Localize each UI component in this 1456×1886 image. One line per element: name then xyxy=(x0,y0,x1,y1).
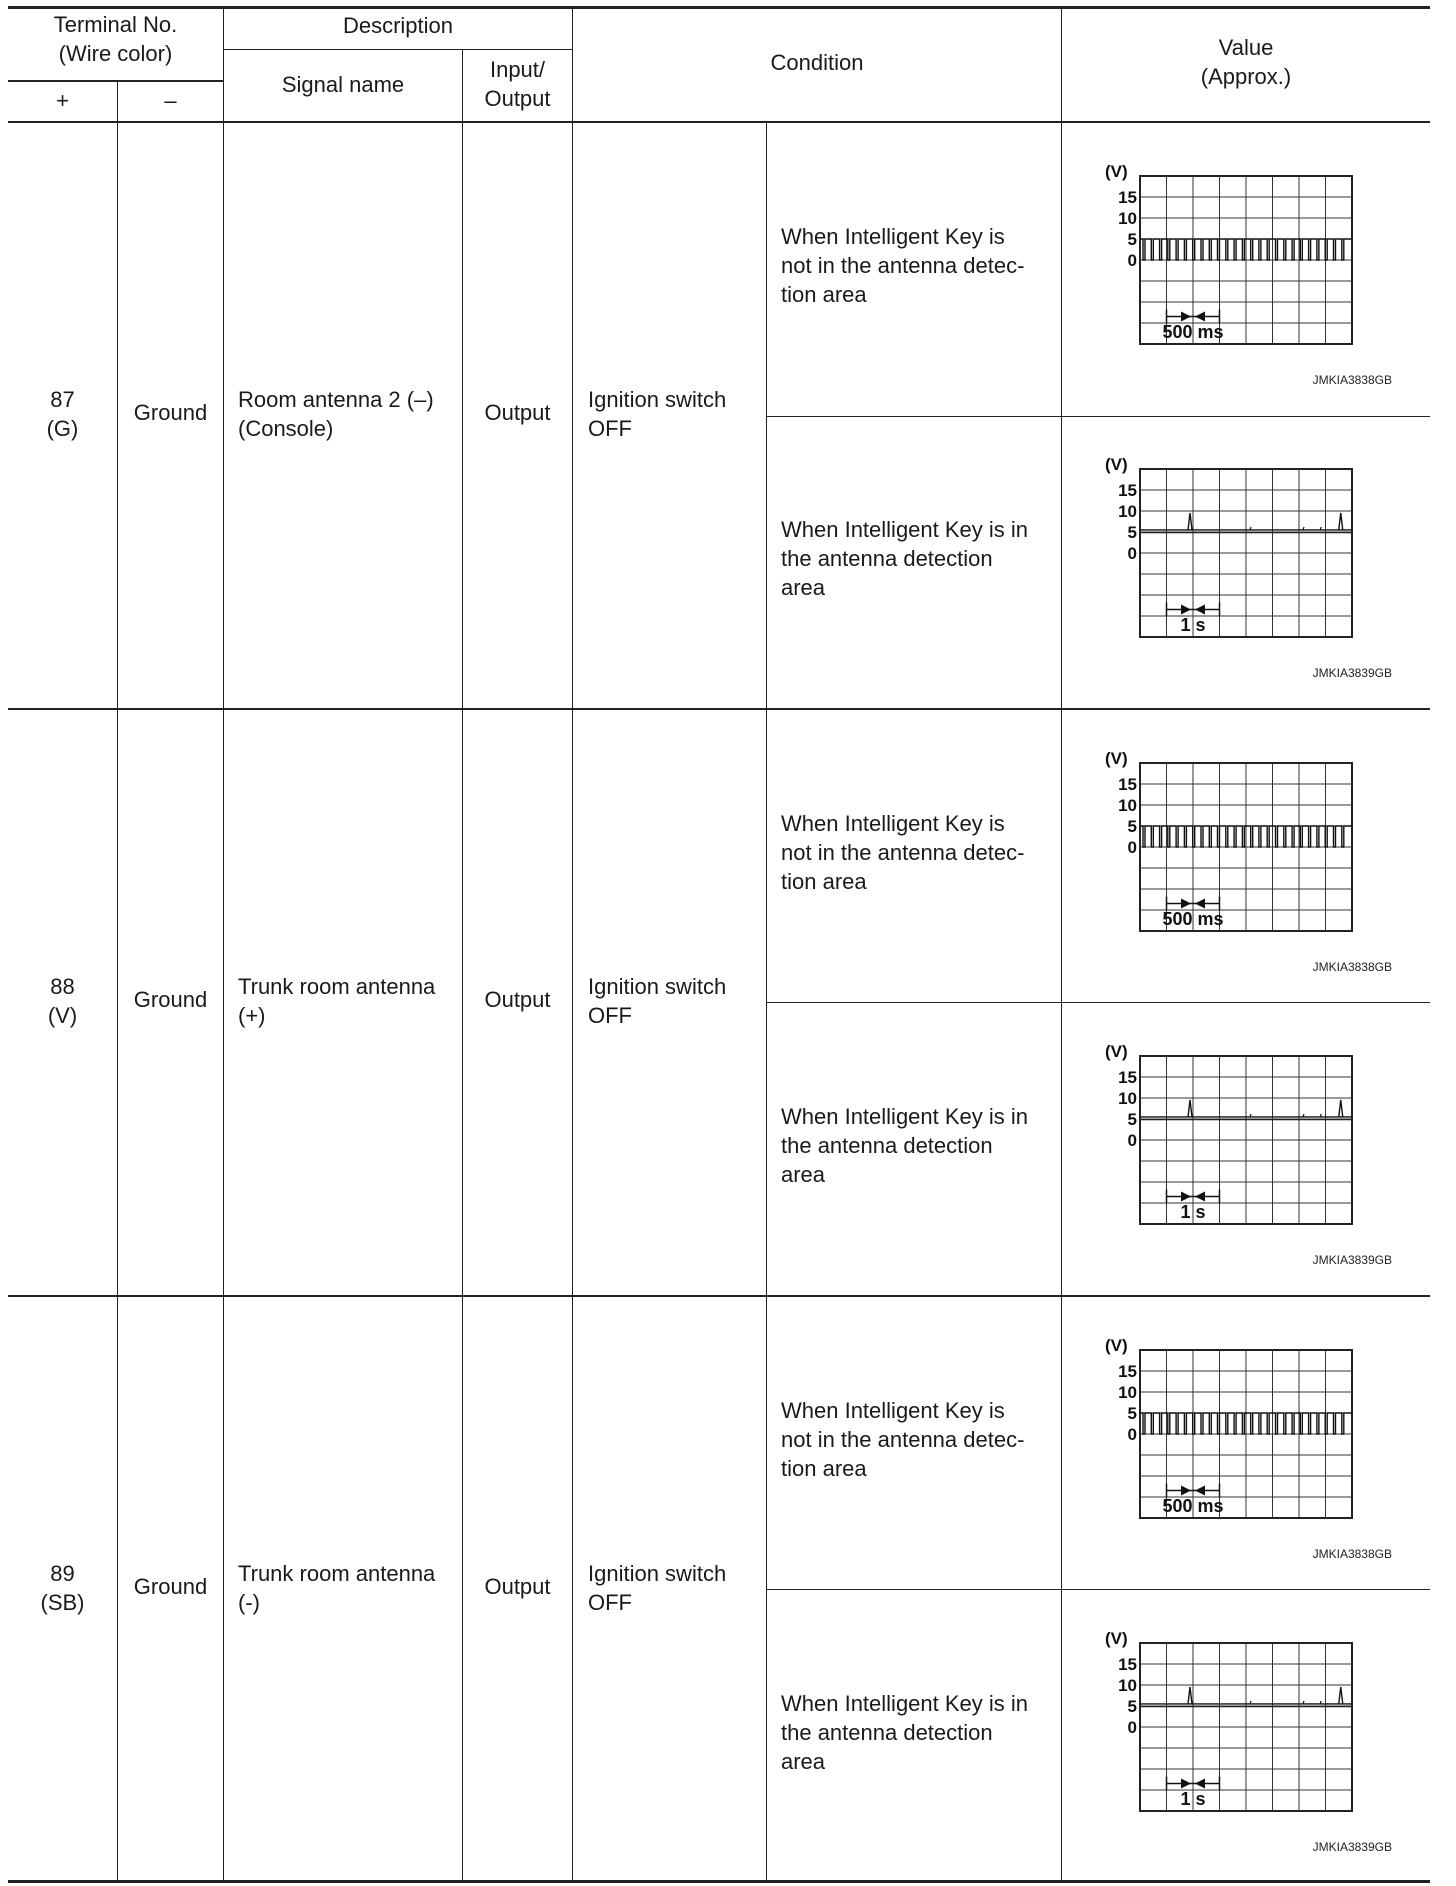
header-input-output-line2: Output xyxy=(484,86,551,111)
row-88-sub-2-condition: the antenna detection xyxy=(781,1133,993,1158)
header-sub-rule-description xyxy=(223,49,572,50)
voltage-tick-label: 0 xyxy=(1127,1718,1137,1737)
table-bottom-rule xyxy=(8,1880,1430,1883)
voltage-unit-label: (V) xyxy=(1105,162,1128,181)
header-signal-name: Signal name xyxy=(281,72,405,97)
time-division-label: 1 s xyxy=(1180,615,1206,635)
row-89-signal-name-detail: (-) xyxy=(238,1590,260,1615)
arrow-left-icon xyxy=(1195,312,1205,322)
row-88-sub-2-condition: When Intelligent Key is in xyxy=(781,1104,1029,1129)
voltage-tick-label: 0 xyxy=(1127,544,1137,563)
voltage-tick-label: 15 xyxy=(1118,1362,1137,1381)
arrow-right-icon xyxy=(1181,1779,1191,1789)
row-89-sub-2-condition: area xyxy=(781,1749,826,1774)
arrow-right-icon xyxy=(1181,1192,1191,1202)
row-87-split-rule xyxy=(766,416,1430,417)
header-value: Value xyxy=(1218,35,1274,60)
header-plus: + xyxy=(56,88,69,113)
time-division-label: 500 ms xyxy=(1162,322,1224,342)
row-88-condition: Ignition switch xyxy=(588,974,727,999)
row-separator-87-88 xyxy=(8,708,1430,710)
row-89-condition: Ignition switch xyxy=(588,1561,727,1586)
row-89-signal-name: Trunk room antenna xyxy=(238,1561,436,1586)
row-87-sub-1-condition: When Intelligent Key is xyxy=(781,224,1005,249)
header-value-approx: (Approx.) xyxy=(1200,64,1292,89)
voltage-tick-label: 10 xyxy=(1118,209,1137,228)
voltage-unit-label: (V) xyxy=(1105,749,1128,768)
voltage-tick-label: 0 xyxy=(1127,251,1137,270)
voltage-tick-label: 15 xyxy=(1118,481,1137,500)
waveform-figure xyxy=(1100,160,1400,390)
row-88-wire-color: (V) xyxy=(47,1003,78,1028)
row-87-io: Output xyxy=(484,400,551,425)
voltage-tick-label: 5 xyxy=(1127,1110,1137,1129)
row-89-io: Output xyxy=(484,1574,551,1599)
row-88-split-rule xyxy=(766,1002,1430,1003)
col-rule-terminal xyxy=(117,81,118,1881)
table-top-rule xyxy=(8,6,1430,9)
figure-code: JMKIA3839GB xyxy=(1312,666,1392,680)
header-terminal-no: Terminal No. xyxy=(53,12,178,37)
header-sub-rule-terminal xyxy=(8,80,223,82)
voltage-tick-label: 15 xyxy=(1118,188,1137,207)
waveform-spike xyxy=(1188,513,1192,530)
figure-code: JMKIA3838GB xyxy=(1312,960,1392,974)
voltage-tick-label: 5 xyxy=(1127,1697,1137,1716)
col-rule-ground xyxy=(223,7,224,1881)
voltage-tick-label: 15 xyxy=(1118,1068,1137,1087)
voltage-tick-label: 5 xyxy=(1127,230,1137,249)
figure-code: JMKIA3838GB xyxy=(1312,373,1392,387)
col-rule-value xyxy=(1061,7,1062,1881)
row-88-ground: Ground xyxy=(133,987,208,1012)
row-87-sub-1-condition: not in the antenna detec- xyxy=(781,253,1025,278)
col-rule-signal xyxy=(462,50,463,1881)
row-87-sub-2-condition: the antenna detection xyxy=(781,546,993,571)
col-rule-condition xyxy=(766,122,767,1881)
row-88-sub-2-condition: area xyxy=(781,1162,826,1187)
row-88-io: Output xyxy=(484,987,551,1012)
row-89-sub-2-condition: the antenna detection xyxy=(781,1720,993,1745)
voltage-tick-label: 15 xyxy=(1118,775,1137,794)
row-89-sub-1-condition: tion area xyxy=(781,1456,867,1481)
header-condition: Condition xyxy=(770,50,864,75)
oscilloscope-plot xyxy=(1100,1627,1400,1857)
row-88-terminal: 88 xyxy=(50,974,75,999)
oscilloscope-plot xyxy=(1100,453,1400,683)
row-88-sub-1-condition: When Intelligent Key is xyxy=(781,811,1005,836)
row-88-signal-name-detail: (+) xyxy=(238,1003,266,1028)
arrow-left-icon xyxy=(1195,1486,1205,1496)
voltage-unit-label: (V) xyxy=(1105,1042,1128,1061)
voltage-tick-label: 10 xyxy=(1118,1089,1137,1108)
header-bottom-rule xyxy=(8,121,1430,123)
row-88-condition-state: OFF xyxy=(588,1003,632,1028)
time-division-label: 500 ms xyxy=(1162,1496,1224,1516)
row-87-sub-2-condition: When Intelligent Key is in xyxy=(781,517,1029,542)
time-division-label: 1 s xyxy=(1180,1202,1206,1222)
row-87-signal-name: Room antenna 2 (–) xyxy=(238,387,434,412)
waveform-figure xyxy=(1100,1334,1400,1564)
waveform-figure xyxy=(1100,747,1400,977)
row-88-signal-name: Trunk room antenna xyxy=(238,974,436,999)
voltage-tick-label: 0 xyxy=(1127,1425,1137,1444)
waveform-spike xyxy=(1188,1687,1192,1704)
header-description: Description xyxy=(342,13,454,38)
oscilloscope-plot xyxy=(1100,1040,1400,1270)
voltage-tick-label: 15 xyxy=(1118,1655,1137,1674)
arrow-right-icon xyxy=(1181,312,1191,322)
voltage-tick-label: 10 xyxy=(1118,502,1137,521)
row-87-wire-color: (G) xyxy=(46,416,79,441)
arrow-left-icon xyxy=(1195,605,1205,615)
figure-code: JMKIA3839GB xyxy=(1312,1840,1392,1854)
header-wire-color: (Wire color) xyxy=(58,41,173,66)
waveform-spike xyxy=(1339,513,1343,530)
arrow-left-icon xyxy=(1195,1779,1205,1789)
waveform-spike xyxy=(1339,1687,1343,1704)
waveform-figure xyxy=(1100,1040,1400,1270)
row-89-terminal: 89 xyxy=(50,1561,75,1586)
waveform-spike xyxy=(1188,1100,1192,1117)
oscilloscope-plot xyxy=(1100,1334,1400,1564)
voltage-tick-label: 10 xyxy=(1118,796,1137,815)
arrow-right-icon xyxy=(1181,605,1191,615)
arrow-right-icon xyxy=(1181,899,1191,909)
figure-code: JMKIA3839GB xyxy=(1312,1253,1392,1267)
voltage-tick-label: 5 xyxy=(1127,523,1137,542)
voltage-unit-label: (V) xyxy=(1105,455,1128,474)
voltage-tick-label: 0 xyxy=(1127,1131,1137,1150)
row-88-sub-1-condition: tion area xyxy=(781,869,867,894)
row-87-condition-state: OFF xyxy=(588,416,632,441)
row-87-terminal: 87 xyxy=(50,387,75,412)
oscilloscope-plot xyxy=(1100,747,1400,977)
row-87-sub-2-condition: area xyxy=(781,575,826,600)
row-89-sub-1-condition: When Intelligent Key is xyxy=(781,1398,1005,1423)
voltage-unit-label: (V) xyxy=(1105,1629,1128,1648)
waveform-figure xyxy=(1100,1627,1400,1857)
row-87-ground: Ground xyxy=(133,400,208,425)
row-88-sub-1-condition: not in the antenna detec- xyxy=(781,840,1025,865)
voltage-tick-label: 10 xyxy=(1118,1383,1137,1402)
col-rule-io xyxy=(572,7,573,1881)
time-division-label: 500 ms xyxy=(1162,909,1224,929)
header-minus: – xyxy=(164,88,177,113)
voltage-tick-label: 10 xyxy=(1118,1676,1137,1695)
row-87-sub-1-condition: tion area xyxy=(781,282,867,307)
oscilloscope-plot xyxy=(1100,160,1400,390)
voltage-tick-label: 0 xyxy=(1127,838,1137,857)
arrow-left-icon xyxy=(1195,899,1205,909)
voltage-tick-label: 5 xyxy=(1127,1404,1137,1423)
row-89-wire-color: (SB) xyxy=(40,1590,85,1615)
figure-code: JMKIA3838GB xyxy=(1312,1547,1392,1561)
row-89-split-rule xyxy=(766,1589,1430,1590)
row-89-sub-2-condition: When Intelligent Key is in xyxy=(781,1691,1029,1716)
voltage-unit-label: (V) xyxy=(1105,1336,1128,1355)
time-division-label: 1 s xyxy=(1180,1789,1206,1809)
row-87-condition: Ignition switch xyxy=(588,387,727,412)
row-87-signal-name-detail: (Console) xyxy=(238,416,334,441)
row-89-ground: Ground xyxy=(133,1574,208,1599)
header-input-output-line1: Input/ xyxy=(489,57,546,82)
voltage-tick-label: 5 xyxy=(1127,817,1137,836)
row-separator-88-89 xyxy=(8,1295,1430,1297)
arrow-right-icon xyxy=(1181,1486,1191,1496)
waveform-spike xyxy=(1339,1100,1343,1117)
waveform-figure xyxy=(1100,453,1400,683)
arrow-left-icon xyxy=(1195,1192,1205,1202)
row-89-condition-state: OFF xyxy=(588,1590,632,1615)
row-89-sub-1-condition: not in the antenna detec- xyxy=(781,1427,1025,1452)
